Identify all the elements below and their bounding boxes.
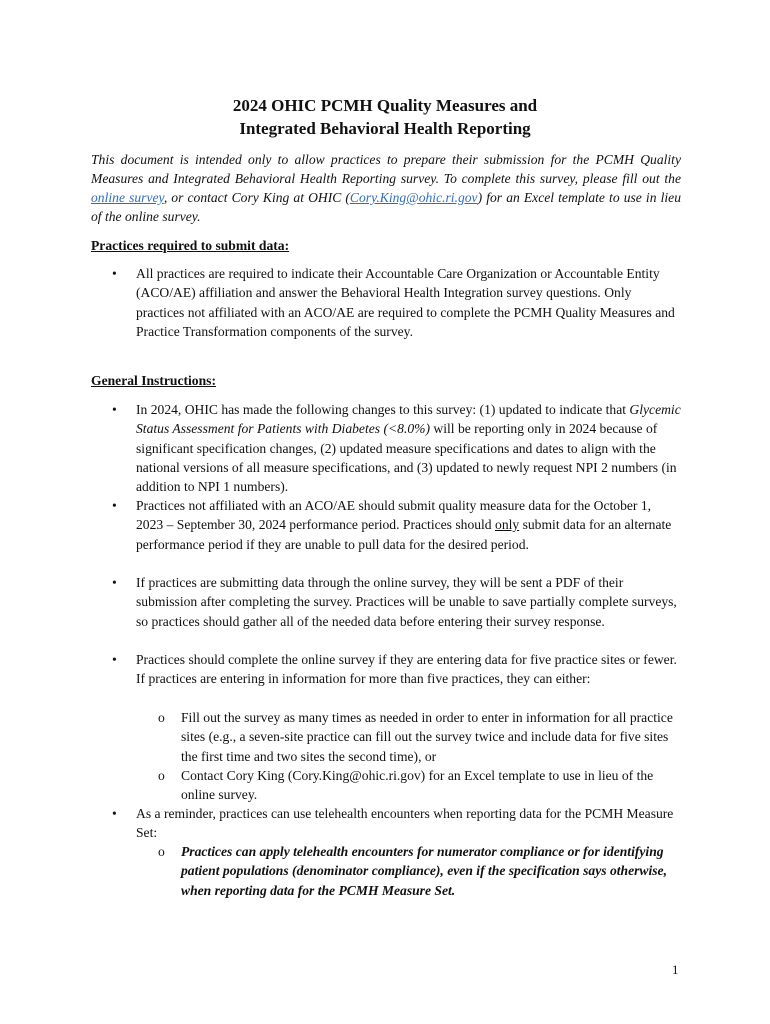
bullet-icon: • xyxy=(112,498,117,513)
list-item-text: As a reminder, practices can use telehealth encounters when reporting data for the PCMH Measure Set: xyxy=(136,806,674,841)
online-survey-link[interactable]: online survey xyxy=(91,190,164,205)
section-heading-general-instructions: General Instructions: xyxy=(91,373,216,388)
list-item-text: If practices are submitting data through the online survey, they will be sent a PDF of their submission after completing the survey. Practices will be unable to save partially complete surveys, so practices should gather all of the needed data before entering their survey response. xyxy=(136,575,677,629)
sub-list-item xyxy=(158,842,681,900)
sub-bullet-icon: o xyxy=(158,768,165,783)
document-title-line-1: 2024 OHIC PCMH Quality Measures and xyxy=(232,96,538,115)
bullet-icon: • xyxy=(112,402,117,417)
list-item-text: will be reporting only in 2024 because of significant specification changes, (2) updated measure specifications and dates to align with the national versions of all measure specifications, and (3) updated to newly request NPI 2 numbers (in addition to NPI 1 numbers). xyxy=(136,421,677,495)
intro-paragraph xyxy=(91,150,681,226)
measure-name-italic: Glycemic Status Assessment for Patients with Diabetes (<8.0%) xyxy=(136,402,681,437)
page-number: 1 xyxy=(672,962,679,977)
intro-text-3: ) for an Excel template to use in lieu of the online survey. xyxy=(91,190,681,224)
bullet-icon: • xyxy=(112,266,117,281)
list-item-text: Practices not affiliated with an ACO/AE should submit quality measure data for the October 1, 2023 – September 30, 2024 performance period. Practices should xyxy=(136,498,652,533)
list-item xyxy=(112,264,681,341)
list-item xyxy=(112,573,681,631)
sub-list-item-text: Contact Cory King (Cory.King@ohic.ri.gov) for an Excel template to use in lieu of the online survey. xyxy=(181,768,654,803)
list-item-text: In 2024, OHIC has made the following changes to this survey: (1) updated to indicate that xyxy=(136,402,630,417)
list-item xyxy=(112,496,681,554)
document-title-line-2: Integrated Behavioral Health Reporting xyxy=(239,119,531,138)
intro-text-2: , or contact Cory King at OHIC ( xyxy=(163,190,350,205)
intro-text-1: This document is intended only to allow practices to prepare their submission for the PCMH Quality Measures and Integrated Behavioral Health Reporting survey. To complete this survey, please fill out the xyxy=(91,152,681,186)
sub-bullet-icon: o xyxy=(158,710,165,725)
email-link[interactable]: Cory.King@ohic.ri.gov xyxy=(349,190,478,205)
list-item-text: All practices are required to indicate their Accountable Care Organization or Accountable Entity (ACO/AE) affiliation and answer the Behavioral Health Integration survey questions. Only practices not affiliated with an ACO/AE are required to complete the PCMH Quality Measures and Practice Transformation components of the survey. xyxy=(136,266,675,339)
section-heading-practices-required: Practices required to submit data: xyxy=(91,238,290,253)
sub-list-item xyxy=(158,708,681,766)
bullet-icon: • xyxy=(112,806,117,821)
list-item-text: Practices should complete the online survey if they are entering data for five practice sites or fewer. If practices are entering in information for more than five practices, they can either: xyxy=(136,652,677,687)
list-item xyxy=(112,400,681,496)
list-item-text: submit data for an alternate performance period if they are unable to pull data for the desired period. xyxy=(136,517,672,552)
sub-bullet-icon: o xyxy=(158,844,165,859)
sub-list-item-text: Fill out the survey as many times as needed in order to enter in information for all practice sites (e.g., a seven-site practice can fill out the survey twice and include data for five sites the first time and two sites the second time), or xyxy=(181,710,673,764)
list-item xyxy=(112,804,681,843)
sub-list-item xyxy=(158,766,681,805)
bullet-icon: • xyxy=(112,575,117,590)
list-item xyxy=(112,650,681,689)
emphasis-underline: only xyxy=(495,517,520,533)
sub-list-item-text: Practices can apply telehealth encounters for numerator compliance or for identifying patient populations (denominator compliance), even if the specification says otherwise, when reporting data for the PCMH Measure Set. xyxy=(181,844,667,898)
bullet-icon: • xyxy=(112,652,117,667)
